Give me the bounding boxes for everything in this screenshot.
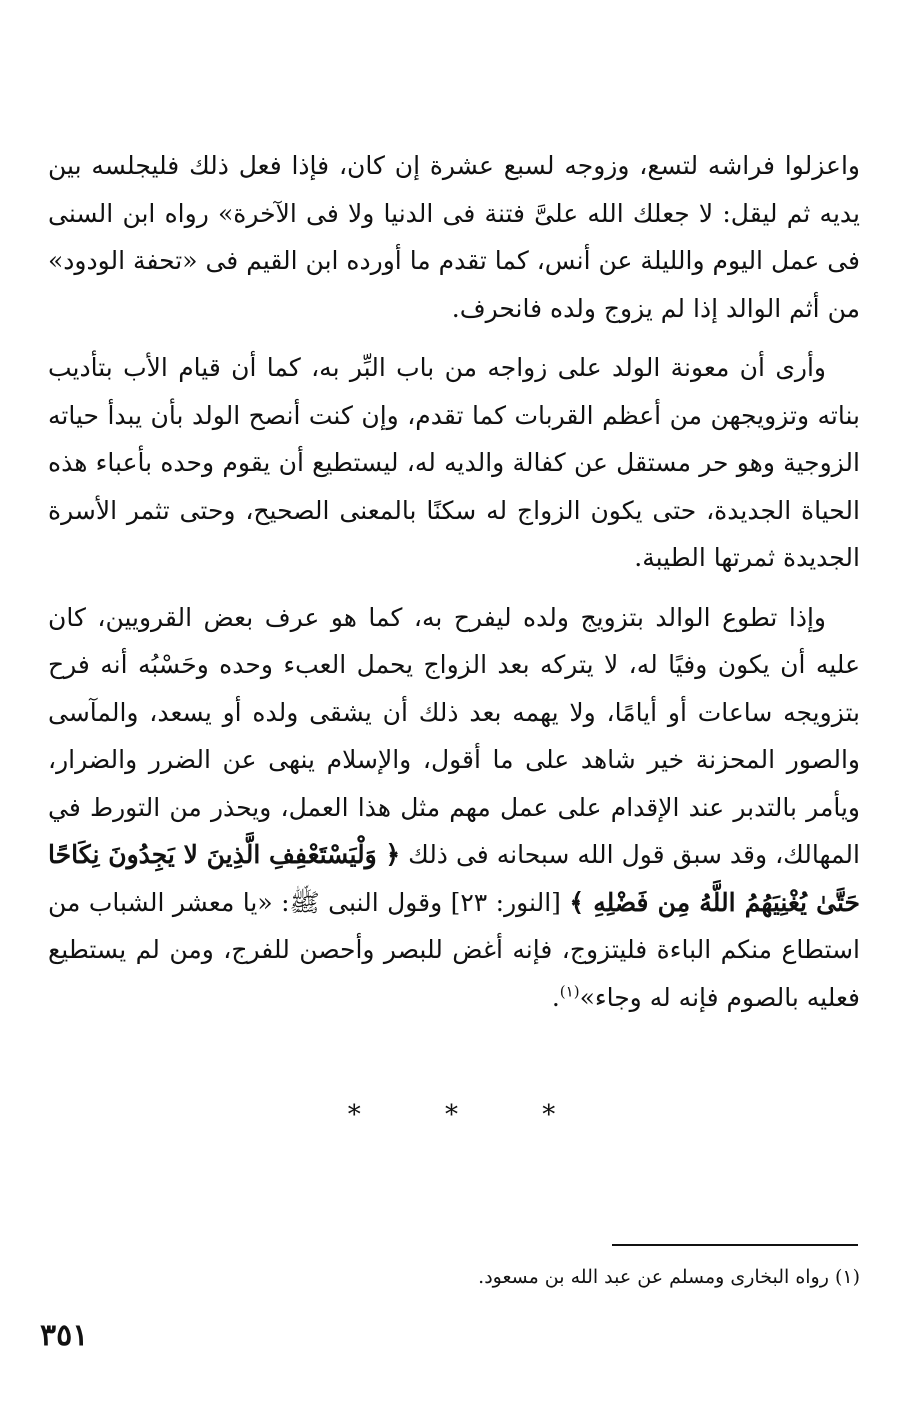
page-number: ٣٥١ xyxy=(40,1318,89,1353)
quran-verse: ﴿ وَلْيَسْتَعْفِفِ الَّذِينَ لا يَجِدُونَ نِكَاحًا حَتَّىٰ يُغْنِيَهُمُ اللَّهُ مِن فَضْلِهِ ﴾ xyxy=(48,840,861,917)
footnote-reference: (١) xyxy=(559,982,580,1001)
paragraph-3-end: . xyxy=(551,982,560,1012)
paragraph-2: وأرى أن معونة الولد على زواجه من باب البِّر به، كما أن قيام الأب بتأديب بناته وتزويجهن من أعظم القربات كما تقدم، وإن كنت أنصح الولد بأن يبدأ حياته الزوجية وهو حر مستقل عن كفالة والديه له، ليستطيع أن يقوم وحده بأعباء هذه الحياة الجديدة، حتى يكون الزواج له سكنًا بالمعنى الصحيح، وحتى تثمر الأسرة الجديدة ثمرتها الطيبة. xyxy=(48,353,860,572)
paragraph-1: واعزلوا فراشه لتسع، وزوجه لسبع عشرة إن كان، فإذا فعل ذلك فليجلسه بين يديه ثم ليقل: لا جعلك الله علىَّ فتنة فى الدنيا ولا فى الآخرة» رواه ابن السنى فى عمل اليوم والليلة عن أنس، كما تقدم ما أورده ابن القيم فى «تحفة الودود» من أثم الوالد إذا لم يزوج ولده فانحرف. xyxy=(48,151,860,323)
footnote: (١) رواه البخارى ومسلم عن عبد الله بن مسعود. xyxy=(478,1266,860,1288)
paragraph-3-text: وإذا تطوع الوالد بتزويج ولده ليفرح به، كما هو عرف بعض القرويين، كان عليه أن يكون وفيًا له، لا يتركه بعد الزواج يحمل العبء وحده وحَسْبُه أنه فرح بتزويجه ساعات أو أيامًا، ولا يهمه بعد ذلك أن يشقى ولده أو يسعد، والمآسى والصور المحزنة خير شاهد على ما أقول، والإسلام ينهى عن الضرر والضرار، ويأمر بالتدبر عند الإقدام على عمل مهم مثل هذا العمل، ويحذر من التورط في المهالك، وقد سبق قول الله سبحانه فى ذلك xyxy=(48,602,860,869)
section-separator: * * * xyxy=(347,1100,594,1130)
paragraph-3-continuation: [النور: ٢٣] وقول النبى ﷺ: «يا معشر الشباب من استطاع منكم الباءة فليتزوج، فإنه أغض للبصر وأحصن للفرج، ومن لم يستطيع فعليه بالصوم فإنه له وجاء» xyxy=(48,887,860,1012)
main-text xyxy=(48,142,860,1033)
footnote-divider xyxy=(612,1244,858,1246)
paragraph-3 xyxy=(48,594,860,1022)
